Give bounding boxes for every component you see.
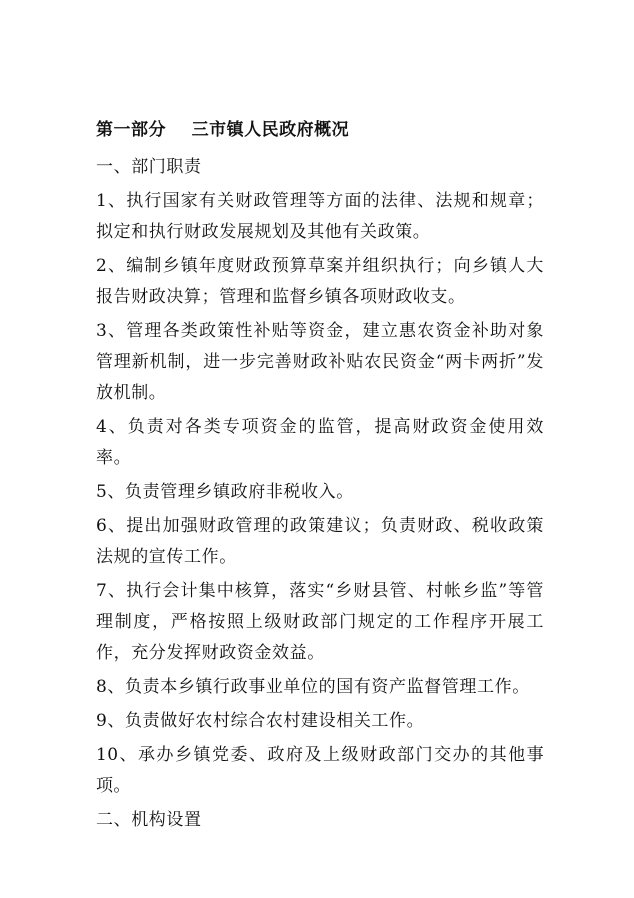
duty-item-2: 2、编制乡镇年度财政预算草案并组织执行；向乡镇人大报告财政决算；管理和监督乡镇各项财政收支。 — [96, 256, 544, 307]
document-body — [96, 118, 544, 839]
section-heading-duties: 一、部门职责 — [96, 157, 202, 177]
duty-item-6: 6、提出加强财政管理的政策建议；负责财政、税收政策法规的宣传工作。 — [96, 516, 544, 567]
duty-item-1: 1、执行国家有关财政管理等方面的法律、法规和规章；拟定和执行财政发展规划及其他有关政策。 — [96, 191, 544, 242]
duty-item-9: 9、负责做好农村综合农村建设相关工作。 — [96, 711, 425, 731]
duty-item-4: 4、负责对各类专项资金的监管，提高财政资金使用效率。 — [96, 417, 544, 468]
section-heading-structure: 二、机构设置 — [96, 810, 202, 830]
duty-item-7: 7、执行会计集中核算，落实“乡财县管、村帐乡监”等管理制度，严格按照上级财政部门规定的工作程序开展工作，充分发挥财政资金效益。 — [96, 581, 544, 663]
duty-item-3: 3、管理各类政策性补贴等资金，建立惠农资金补助对象管理新机制，进一步完善财政补贴农民资金“两卡两折”发放机制。 — [96, 321, 544, 403]
duty-item-5: 5、负责管理乡镇政府非税收入。 — [96, 482, 354, 502]
part-title: 第一部分 三市镇人民政府概况 — [96, 120, 350, 140]
duty-item-8: 8、负责本乡镇行政事业单位的国有资产监督管理工作。 — [96, 677, 530, 697]
duty-item-10: 10、承办乡镇党委、政府及上级财政部门交办的其他事项。 — [96, 745, 544, 796]
